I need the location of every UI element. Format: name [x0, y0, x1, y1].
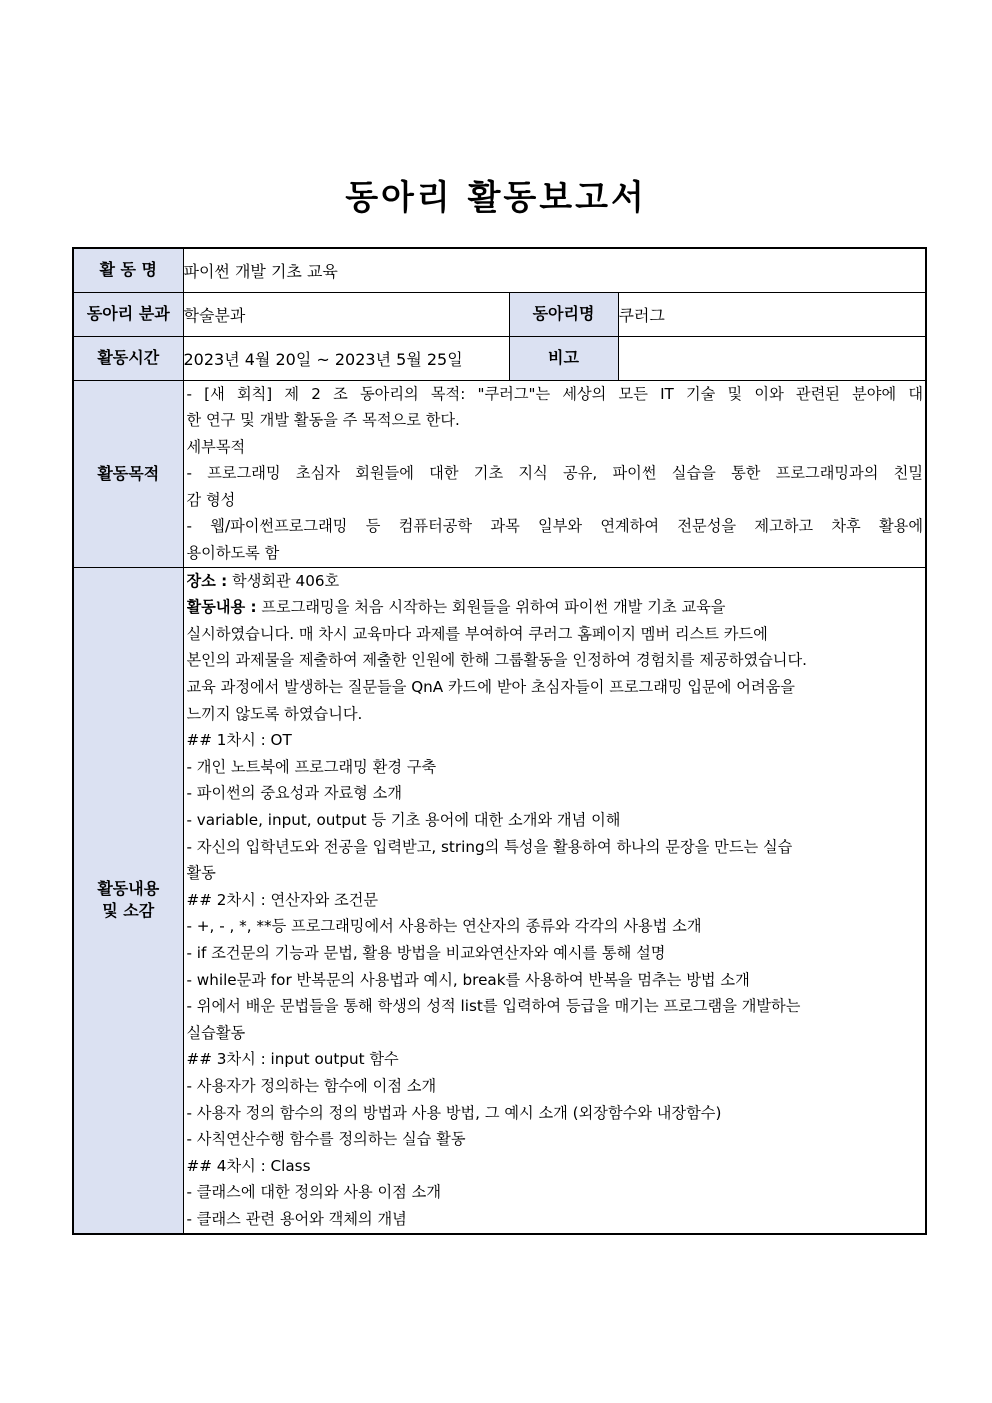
content-row — [73, 567, 926, 1233]
content-label — [73, 567, 183, 1233]
activity-time-label: 활동시간 — [73, 336, 183, 380]
content-line: - 사용자 정의 함수의 정의 방법과 사용 방법, 그 예시 소개 (외장함수와 내장함수) — [186, 1103, 722, 1122]
place-line — [187, 568, 924, 595]
place-label: 장소 : — [186, 571, 228, 590]
purpose-line: - [새 회칙] 제 2 조 동아리의 목적: "쿠러그"는 세상의 모든 IT 기술 및 이와 관련된 분야에 대 — [186, 384, 924, 403]
content-line: 실시하였습니다. 매 차시 교육마다 과제를 부여하여 쿠러그 홈페이지 멤버 리스트 카드에 — [186, 624, 768, 643]
activity-name-label: 활 동 명 — [73, 248, 183, 292]
content-line: ## 2차시 : 연산자와 조건문 — [186, 890, 379, 909]
activity-first-line — [187, 594, 924, 621]
club-row — [73, 292, 926, 336]
content-line: - +, - , *, **등 프로그래밍에서 사용하는 연산자의 종류와 각각의 사용법 소개 — [186, 917, 702, 936]
content-line: 본인의 과제물을 제출하여 제출한 인원에 한해 그룹활동을 인정하여 경험치를 제공하였습니다. — [186, 651, 807, 670]
club-name-value: 쿠러그 — [618, 292, 926, 336]
club-name-label: 동아리명 — [509, 292, 618, 336]
club-division-value: 학술분과 — [183, 292, 509, 336]
content-label-line1: 활동내용 — [97, 879, 160, 899]
purpose-text-block — [184, 381, 926, 567]
content-line: - variable, input, output 등 기초 용어에 대한 소개와 개념 이해 — [186, 811, 621, 829]
content-label-line2: 및 소감 — [102, 901, 155, 921]
content-line: 교육 과정에서 발생하는 질문들을 QnA 카드에 받아 초심자들이 프로그래밍 입문에 어려움을 — [186, 678, 795, 697]
purpose-line: 감 형성 — [186, 490, 236, 509]
activity-label: 활동내용 : — [186, 598, 257, 617]
purpose-row — [73, 380, 926, 567]
report-table — [72, 247, 927, 1235]
content-line: ## 4차시 : Class — [186, 1156, 311, 1175]
purpose-line: 한 연구 및 개발 활동을 주 목적으로 한다. — [186, 411, 460, 430]
purpose-label: 활동목적 — [73, 380, 183, 567]
content-line: - 자신의 입학년도와 전공을 입력받고, string의 특성을 활용하여 하나의 문장을 만드는 실습 — [186, 837, 793, 856]
note-label: 비고 — [509, 336, 618, 380]
content-text-block — [184, 568, 926, 1233]
purpose-line: 용이하도록 함 — [186, 544, 280, 563]
activity-time-row — [73, 336, 926, 380]
content-line: - 파이썬의 중요성과 자료형 소개 — [186, 784, 403, 803]
content-line: 활동 — [186, 864, 216, 883]
content-line: ## 3차시 : input output 함수 — [186, 1050, 399, 1069]
content-line: 실습활동 — [186, 1023, 246, 1042]
document-title: 동아리 활동보고서 — [345, 178, 647, 218]
content-line: - 사용자가 정의하는 함수에 이점 소개 — [186, 1076, 437, 1095]
content-line: ## 1차시 : OT — [186, 731, 292, 750]
content-line: - 클래스에 대한 정의와 사용 이점 소개 — [186, 1183, 442, 1202]
purpose-line: 세부목적 — [186, 437, 246, 456]
content-line: - 클래스 관련 용어와 객체의 개념 — [186, 1209, 407, 1228]
content-line: - if 조건문의 기능과 문법, 활용 방법을 비교와연산자와 예시를 통해 설명 — [186, 943, 666, 962]
activity-time-value: 2023년 4월 20일 ~ 2023년 5월 25일 — [183, 336, 509, 380]
content-line: - 사칙연산수행 함수를 정의하는 실습 활동 — [186, 1130, 466, 1149]
activity-name-row — [73, 248, 926, 292]
purpose-line: - 웹/파이썬프로그래밍 등 컴퓨터공학 과목 일부와 연계하여 전문성을 제고하고 차후 활용에 — [186, 517, 924, 536]
activity-name-value: 파이썬 개발 기초 교육 — [183, 248, 926, 292]
purpose-line: - 프로그래밍 초심자 회원들에 대한 기초 지식 공유, 파이썬 실습을 통한 프로그래밍과의 친밀 — [186, 464, 924, 483]
content-body — [183, 567, 926, 1233]
note-value — [618, 336, 926, 380]
purpose-content — [183, 380, 926, 567]
content-line: - 개인 노트북에 프로그래밍 환경 구축 — [186, 757, 437, 776]
club-division-label: 동아리 분과 — [73, 292, 183, 336]
content-line: - while문과 for 반복문의 사용법과 예시, break를 사용하여 반복을 멈추는 방법 소개 — [186, 970, 750, 989]
content-line: - 위에서 배운 문법들을 통해 학생의 성적 list를 입력하여 등급을 매기는 프로그램을 개발하는 — [186, 997, 801, 1016]
activity-first-text: 프로그래밍을 처음 시작하는 회원들을 위하여 파이썬 개발 기초 교육을 — [256, 598, 726, 617]
place-value: 학생회관 406호 — [227, 571, 340, 590]
content-line: 느끼지 않도록 하였습니다. — [186, 704, 363, 723]
